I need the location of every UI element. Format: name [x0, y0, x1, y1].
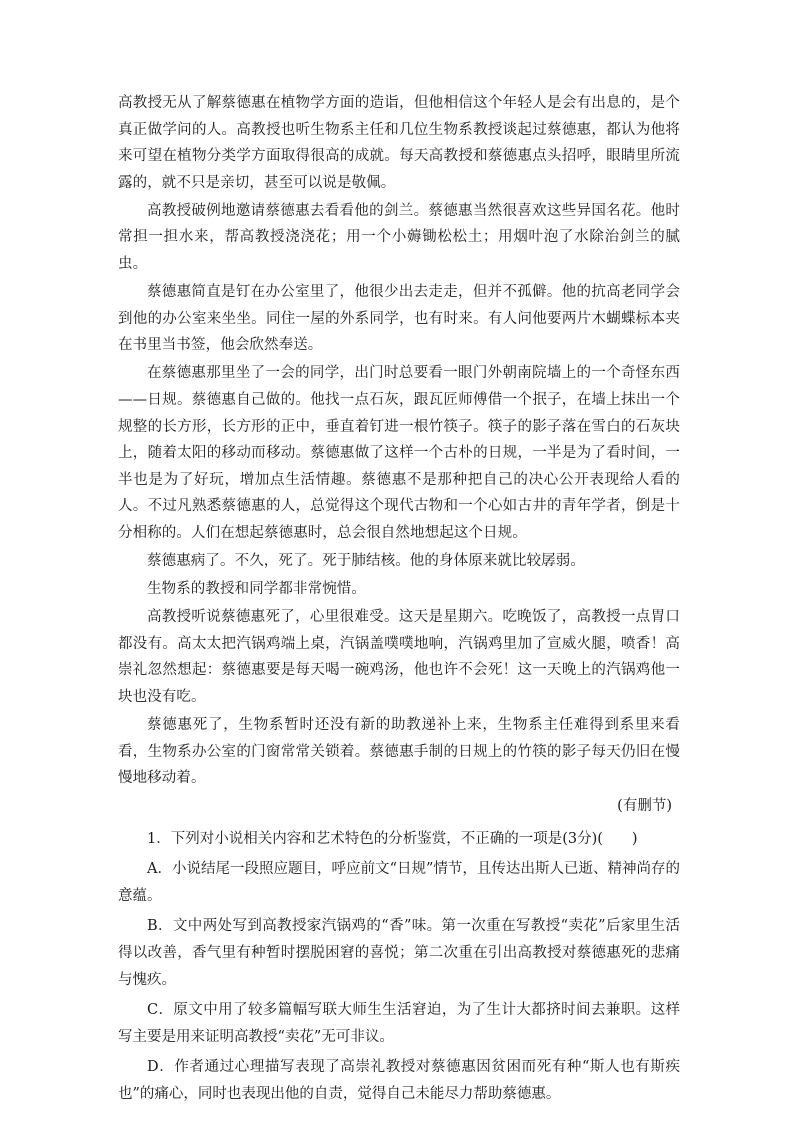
- passage-paragraph-5: 蔡德惠病了。不久，死了。死于肺结核。他的身体原来就比较孱弱。: [147, 553, 585, 570]
- passage-paragraph-4: 在蔡德惠那里坐了一会的同学，出门时总要看一眼门外朝南院墙上的一个奇怪东西——日规。蔡德惠自己做的。他找一点石灰，跟瓦匠师傅借一个抿子，在墙上抹出一个规整的长方形，长方形的正中，垂直着钉进一根竹筷子。筷子的影子落在雪白的石灰块上，随着太阳的移动而移动。蔡德惠做了这样一个古朴的日规，一半是为了看时间，一半也是为了好玩，增加点生活情趣。蔡德惠不是那种把自己的决心公开表现给人看的人。不过凡熟悉蔡德惠的人，总觉得这个现代古物和一个心如古井的青年学者，倒是十分相称的。人们在想起蔡德惠时，总会很自然地想起这个日规。: [118, 365, 680, 541]
- question-option-c: C．原文中用了较多篇幅写联大师生生活窘迫，为了生计大都挤时间去兼职。这样写主要是用来证明高教授“卖花”无可非议。: [118, 1002, 680, 1046]
- passage-paragraph-2: 高教授破例地邀请蔡德惠去看看他的剑兰。蔡德惠当然很喜欢这些异国名花。他时常担一担水来，帮高教授浇浇花；用一个小薅锄松松土；用烟叶泡了水除治剑兰的腻虫。: [118, 202, 680, 273]
- passage-paragraph-8: 蔡德惠死了，生物系暂时还没有新的助教递补上来，生物系主任难得到系里来看看，生物系办公室的门窗常常关锁着。蔡德惠手制的日规上的竹筷的影子每天仍旧在慢慢地移动着。: [118, 717, 680, 787]
- passage-paragraph-6: 生物系的教授和同学都非常惋惜。: [147, 581, 366, 598]
- document-body: [118, 90, 680, 1111]
- question-option-a: A．小说结尾一段照应题目，呼应前文“日规”情节，且传达出斯人已逝、精神尚存的意蕴。: [118, 861, 680, 905]
- question-option-d: D．作者通过心理描写表现了高崇礼教授对蔡德惠因贫困而死有种“斯人也有斯疾也”的痛心，同时也表现出他的自责，觉得自己未能尽力帮助蔡德惠。: [118, 1059, 680, 1103]
- passage-paragraph-3: 蔡德惠简直是钉在办公室里了，他很少出去走走，但并不孤僻。他的抗高老同学会到他的办公室来坐坐。同住一屋的外系同学，也有时来。有人问他要两片木蝴蝶标本夹在书里当书签，他会欣然奉送。: [118, 284, 680, 354]
- abridged-note: (有删节): [617, 798, 672, 815]
- passage-paragraph-1: 高教授无从了解蔡德惠在植物学方面的造诣，但他相信这个年轻人是会有出息的，是个真正做学问的人。高教授也听生物系主任和几位生物系教授谈起过蔡德惠，都认为他将来可望在植物分类学方面取得很高的成就。每天高教授和蔡德惠点头招呼，眼睛里所流露的，就不只是亲切，甚至可以说是敬佩。: [118, 95, 680, 191]
- question-option-b: B．文中两处写到高教授家汽锅鸡的“香”味。第一次重在写教授“卖花”后家里生活得以改善，香气里有种暂时摆脱困窘的喜悦；第二次重在引出高教授对蔡德惠死的悲痛与愧疚。: [118, 918, 680, 989]
- question-stem: 1．下列对小说相关内容和艺术特色的分析鉴赏，不正确的一项是(3分)( ): [147, 831, 638, 848]
- passage-paragraph-7: 高教授听说蔡德惠死了，心里很难受。这天是星期六。吃晚饭了，高教授一点胃口都没有。高太太把汽锅鸡端上桌，汽锅盖噗噗地响，汽锅鸡里加了宣威火腿，喷香！高崇礼忽然想起：蔡德惠要是每天喝一碗鸡汤，他也许不会死！这一天晚上的汽锅鸡他一块也没有吃。: [118, 609, 680, 706]
